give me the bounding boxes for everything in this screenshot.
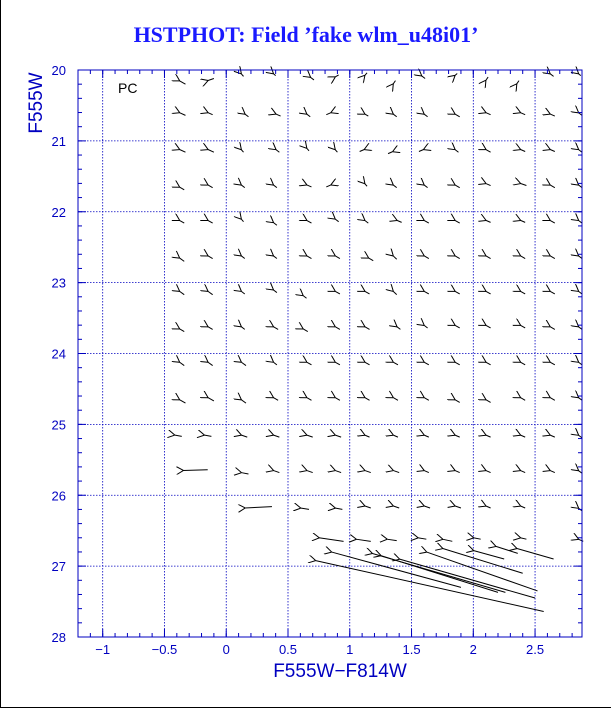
vector-arrow bbox=[335, 219, 339, 222]
vector-arrow bbox=[179, 258, 184, 262]
vector-arrow bbox=[520, 149, 525, 151]
vector-arrow bbox=[365, 220, 369, 223]
vector-arrow bbox=[418, 538, 427, 539]
vector-arrow bbox=[393, 397, 398, 400]
vector-arrow bbox=[486, 256, 491, 259]
vector-arrow bbox=[486, 325, 491, 328]
vector-arrow bbox=[276, 149, 280, 152]
vector-arrow bbox=[578, 470, 582, 473]
vector-arrow bbox=[424, 256, 429, 259]
vector-arrow bbox=[273, 185, 277, 188]
vector-arrow bbox=[397, 220, 402, 222]
vector-arrow bbox=[335, 149, 337, 152]
vector-arrow bbox=[179, 291, 184, 295]
vector-arrow bbox=[424, 220, 429, 223]
vector-arrow bbox=[241, 473, 248, 474]
vector-arrow bbox=[307, 220, 312, 223]
vector-arrow bbox=[241, 400, 246, 404]
vector-arrow bbox=[393, 470, 399, 472]
vector-arrow bbox=[550, 220, 555, 223]
vector-arrow bbox=[424, 114, 428, 117]
vector-arrow bbox=[399, 559, 535, 598]
vector-arrow bbox=[208, 327, 213, 330]
x-tick-label: −0.5 bbox=[151, 642, 178, 657]
vector-arrow bbox=[550, 256, 555, 259]
vector-arrow bbox=[520, 113, 525, 115]
axis-ticks bbox=[52, 63, 582, 657]
y-tick-label: 24 bbox=[51, 346, 66, 362]
vector-arrow bbox=[241, 362, 246, 366]
vector-arrow bbox=[424, 325, 428, 328]
vector-arrow bbox=[241, 185, 245, 188]
vector-arrow bbox=[520, 291, 525, 294]
vector-arrow bbox=[486, 470, 491, 472]
vector-arrow bbox=[241, 291, 245, 294]
vector-arrow bbox=[578, 149, 582, 152]
chart-title: HSTPHOT: Field ’fake wlm_u48i01’ bbox=[133, 22, 479, 47]
y-tick-label: 28 bbox=[51, 630, 66, 645]
y-axis-label: F555W bbox=[26, 72, 47, 134]
vector-arrow bbox=[307, 185, 312, 187]
x-tick-label: −1 bbox=[95, 642, 111, 657]
vector-arrow bbox=[241, 219, 243, 222]
vector-arrow bbox=[578, 291, 582, 294]
vector-arrow bbox=[442, 548, 522, 573]
vector-arrow bbox=[388, 152, 393, 154]
vector-arrow bbox=[365, 291, 370, 294]
vector-arrow bbox=[303, 295, 307, 298]
vector-arrow bbox=[520, 256, 525, 259]
vector-arrow bbox=[365, 73, 367, 76]
vector-arrow bbox=[179, 149, 185, 152]
y-tick-label: 25 bbox=[51, 417, 66, 433]
vector-arrow bbox=[335, 291, 340, 294]
vector-arrow bbox=[455, 362, 460, 365]
x-tick-label: 2.5 bbox=[526, 642, 545, 657]
x-axis-label: F555W−F814W bbox=[273, 661, 407, 682]
vector-arrow bbox=[578, 435, 582, 438]
vector-arrow bbox=[455, 325, 460, 328]
vector-arrow bbox=[356, 539, 371, 541]
vector-arrow bbox=[550, 470, 555, 472]
vector-arrow bbox=[419, 149, 424, 151]
vector-arrow bbox=[421, 76, 425, 79]
vector-arrow bbox=[520, 435, 525, 437]
vector-arrow bbox=[208, 256, 213, 259]
vector-arrow bbox=[183, 470, 208, 471]
vector-arrow bbox=[397, 327, 401, 330]
vector-arrow bbox=[486, 113, 491, 115]
x-tick-label: 0 bbox=[222, 642, 230, 657]
vector-arrow bbox=[368, 258, 373, 261]
vector-arrow bbox=[326, 185, 331, 187]
vector-arrow bbox=[303, 329, 308, 332]
vector-arrow bbox=[204, 435, 211, 436]
vector-arrow bbox=[486, 183, 491, 185]
vector-arrow bbox=[273, 256, 277, 259]
vector-arrow bbox=[520, 397, 525, 400]
vector-arrow bbox=[387, 539, 397, 540]
vector-arrow bbox=[335, 362, 340, 365]
vector-arrow bbox=[393, 506, 399, 508]
vector-arrow bbox=[486, 400, 491, 403]
vector-arrow bbox=[365, 397, 370, 400]
vector-arrow bbox=[365, 327, 370, 330]
vector-arrow bbox=[486, 149, 491, 152]
vector-series bbox=[174, 73, 583, 612]
vector-arrow bbox=[393, 435, 398, 437]
vector-arrow bbox=[520, 220, 525, 222]
vector-arrow bbox=[424, 291, 429, 294]
x-tick-label: 2 bbox=[469, 642, 477, 657]
y-tick-label: 21 bbox=[51, 133, 66, 149]
vector-arrow bbox=[300, 508, 309, 509]
vector-arrow bbox=[381, 555, 498, 592]
vector-arrow bbox=[550, 397, 555, 400]
vector-arrow bbox=[273, 222, 277, 225]
vector-arrow bbox=[307, 470, 313, 472]
vector-arrow bbox=[578, 362, 582, 365]
vector-arrow bbox=[365, 183, 367, 186]
vector-arrow bbox=[335, 256, 340, 259]
vector-arrow bbox=[520, 325, 525, 328]
vector-arrow bbox=[455, 470, 460, 472]
vector-arrow bbox=[424, 362, 429, 365]
vector-arrow bbox=[365, 362, 370, 365]
vector-arrow bbox=[424, 397, 429, 400]
vector-arrow bbox=[578, 185, 582, 188]
vector-arrow bbox=[179, 362, 184, 366]
vector-arrow bbox=[273, 327, 278, 330]
vector-arrow bbox=[424, 185, 428, 188]
vector-arrow bbox=[365, 435, 370, 437]
vector-arrow bbox=[520, 362, 525, 365]
vector-arrow bbox=[319, 538, 344, 542]
y-tick-label: 20 bbox=[51, 63, 66, 78]
vector-arrow bbox=[520, 538, 526, 539]
vector-arrow bbox=[455, 74, 457, 76]
vector-arrow bbox=[307, 114, 311, 117]
vector-arrow bbox=[276, 114, 281, 116]
vector-arrow bbox=[245, 114, 249, 117]
vector-arrow bbox=[455, 185, 460, 188]
pc-annotation: PC bbox=[118, 80, 138, 96]
vector-arrow bbox=[550, 327, 555, 330]
vector-arrow bbox=[310, 77, 314, 80]
x-tick-label: 0.5 bbox=[278, 642, 298, 657]
vector-arrow bbox=[307, 256, 312, 259]
vector-arrow bbox=[393, 362, 398, 365]
vector-arrow bbox=[520, 506, 525, 508]
vector-arrow bbox=[307, 397, 312, 400]
vector-arrow bbox=[496, 546, 518, 553]
vector-arrow bbox=[179, 113, 185, 116]
vector-arrow bbox=[273, 290, 277, 293]
vector-arrow bbox=[517, 81, 519, 85]
vector-arrow bbox=[208, 291, 213, 295]
vector-arrow bbox=[455, 400, 460, 403]
vector-arrow bbox=[208, 220, 213, 223]
x-tick-label: 1.5 bbox=[402, 642, 421, 657]
vector-arrow bbox=[393, 291, 397, 295]
vector-arrow bbox=[335, 470, 341, 472]
vector-arrow bbox=[208, 79, 214, 81]
vector-arrow bbox=[208, 149, 214, 152]
vector-arrow bbox=[393, 256, 397, 260]
vector-arrow bbox=[307, 435, 313, 437]
y-tick-label: 26 bbox=[51, 488, 66, 504]
vector-arrow bbox=[455, 149, 459, 152]
vector-arrow bbox=[455, 256, 460, 259]
vector-arrow bbox=[273, 435, 279, 437]
vector-arrow bbox=[179, 329, 184, 332]
vector-arrow bbox=[486, 506, 491, 508]
vector-arrow bbox=[473, 551, 504, 560]
vector-arrow bbox=[208, 362, 213, 366]
vector-arrow bbox=[179, 187, 184, 190]
vector-arrow bbox=[424, 470, 429, 472]
vector-arrow bbox=[578, 397, 582, 400]
vector-arrow bbox=[273, 397, 278, 400]
vector-arrow bbox=[550, 114, 555, 116]
vector-arrow bbox=[208, 185, 213, 188]
vector-arrow bbox=[442, 539, 452, 541]
vector-arrow bbox=[335, 397, 340, 400]
y-tick-label: 22 bbox=[51, 204, 66, 220]
vector-arrow bbox=[455, 506, 461, 508]
vector-arrow bbox=[335, 75, 339, 77]
vector-arrow bbox=[424, 506, 430, 508]
vector-arrow bbox=[365, 470, 371, 472]
vector-arrow bbox=[578, 74, 580, 76]
vector-arrow bbox=[241, 435, 247, 437]
vector-arrow bbox=[550, 185, 555, 188]
vector-arrow bbox=[578, 256, 582, 259]
vector-arrow bbox=[578, 220, 582, 223]
vector-arrow bbox=[335, 327, 340, 330]
vector-arrow bbox=[455, 291, 460, 294]
vector-arrow bbox=[520, 183, 526, 185]
vector-arrow bbox=[179, 400, 185, 404]
vector-arrow bbox=[486, 291, 491, 294]
vector-arrow bbox=[520, 470, 525, 472]
vector-arrow bbox=[473, 538, 480, 539]
y-tick-label: 27 bbox=[51, 559, 66, 575]
vector-arrow bbox=[550, 74, 554, 77]
vector-arrow bbox=[455, 435, 460, 437]
vector-arrow bbox=[393, 114, 397, 117]
vector-arrow bbox=[424, 435, 429, 437]
vector-arrow bbox=[326, 113, 331, 115]
vector-arrow bbox=[241, 149, 243, 152]
vector-arrow bbox=[550, 291, 555, 294]
vector-arrow bbox=[245, 507, 272, 508]
vector-arrow bbox=[393, 81, 395, 85]
vector-arrow bbox=[486, 77, 488, 81]
vector-arrow bbox=[241, 74, 243, 77]
vector-arrow bbox=[550, 362, 555, 365]
vector-arrow bbox=[174, 435, 181, 436]
vector-arrow bbox=[273, 470, 279, 472]
vector-arrow bbox=[578, 327, 582, 330]
vector-arrow bbox=[335, 508, 342, 509]
vector-arrow bbox=[393, 185, 397, 188]
grid-lines bbox=[78, 70, 582, 637]
vector-arrow bbox=[550, 149, 555, 151]
vector-arrow bbox=[365, 114, 369, 116]
vector-arrow bbox=[208, 113, 213, 115]
vector-arrow bbox=[365, 506, 371, 508]
vector-arrow bbox=[179, 81, 185, 85]
vector-arrow bbox=[455, 114, 460, 117]
y-tick-label: 23 bbox=[51, 275, 66, 291]
vector-arrow bbox=[241, 256, 245, 259]
vector-arrow bbox=[335, 435, 341, 437]
vector-arrow bbox=[360, 149, 365, 151]
vector-arrow bbox=[241, 327, 245, 330]
vector-arrow bbox=[455, 220, 460, 223]
vector-arrow bbox=[208, 397, 214, 401]
vector-arrow bbox=[307, 362, 312, 365]
vector-arrow bbox=[486, 220, 491, 222]
vector-arrow bbox=[550, 435, 555, 437]
vector-arrow bbox=[273, 362, 277, 365]
vector-arrow bbox=[486, 435, 491, 437]
vector-arrow bbox=[179, 220, 184, 223]
x-tick-label: 1 bbox=[346, 642, 354, 657]
vector-arrow bbox=[307, 148, 309, 151]
vector-arrow bbox=[486, 362, 491, 365]
